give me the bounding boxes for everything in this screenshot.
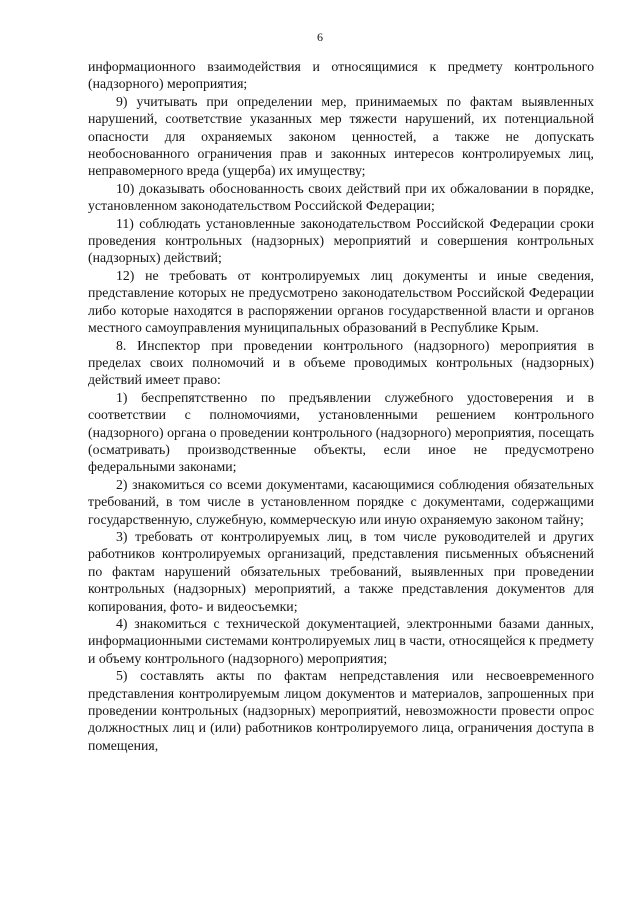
- paragraph-right-4: 4) знакомиться с технической документацией, электронными базами данных, информационными системами контролируемых лиц в части, относящейся к предмету и объему контрольного (надзорного) мероприятия;: [88, 616, 594, 666]
- paragraph-right-1: 1) беспрепятственно по предъявлении служебного удостоверения и в соответствии с полномочиями, установленными решением контрольного (надзорного) органа о проведении контрольного (надзорного) мероприятия, посещать (осматривать) производственные объекты, если иное не предусмотрено федеральными законами;: [88, 389, 594, 475]
- document-body: [88, 58, 594, 754]
- paragraph-section-8: 8. Инспектор при проведении контрольного (надзорного) мероприятия в пределах своих полномочий и в объеме проводимых контрольных (надзорных) действий имеет право:: [88, 337, 594, 388]
- paragraph-item-11: 11) соблюдать установленные законодательством Российской Федерации сроки проведения контрольных (надзорных) мероприятий и совершения контрольных (надзорных) действий;: [88, 215, 594, 266]
- paragraph-right-3: 3) требовать от контролируемых лиц, в том числе руководителей и других работников контролируемых организаций, представления письменных объяснений по фактам нарушений обязательных требований, выявленных при проведении контрольных (надзорных) мероприятий, а также представления документов для копирования, фото- и видеосъемки;: [88, 528, 594, 614]
- paragraph-right-2: 2) знакомиться со всеми документами, касающимися соблюдения обязательных требований, в том числе в установленном порядке с документами, содержащими государственную, служебную, коммерческую или иную охраняемую законом тайну;: [88, 476, 594, 527]
- paragraph-item-10: 10) доказывать обоснованность своих действий при их обжаловании в порядке, установленном законодательством Российской Федерации;: [88, 180, 594, 214]
- paragraph-item-9: 9) учитывать при определении мер, принимаемых по фактам выявленных нарушений, соответствие указанных мер тяжести нарушений, их потенциальной опасности для охраняемых законом ценностей, а также не допускать необоснованного ограничения прав и законных интересов контролируемых лиц, неправомерного вреда (ущерба) их имуществу;: [88, 93, 594, 179]
- paragraph-continuation: информационного взаимодействия и относящимися к предмету контрольного (надзорного) мероприятия;: [88, 59, 594, 92]
- paragraph-item-12: 12) не требовать от контролируемых лиц документы и иные сведения, представление которых не предусмотрено законодательством Российской Федерации либо которые находятся в распоряжении органов государственной власти и органов местного самоуправления муниципальных образований в Республике Крым.: [88, 267, 594, 336]
- paragraph-right-5: 5) составлять акты по фактам непредставления или несвоевременного представления контролируемым лицом документов и материалов, запрошенных при проведении контрольных (надзорных) мероприятий, невозможности провести опрос должностных лиц и (или) работников контролируемого лица, ограничения доступа в помещения,: [88, 668, 594, 753]
- page-number: 6: [317, 30, 323, 44]
